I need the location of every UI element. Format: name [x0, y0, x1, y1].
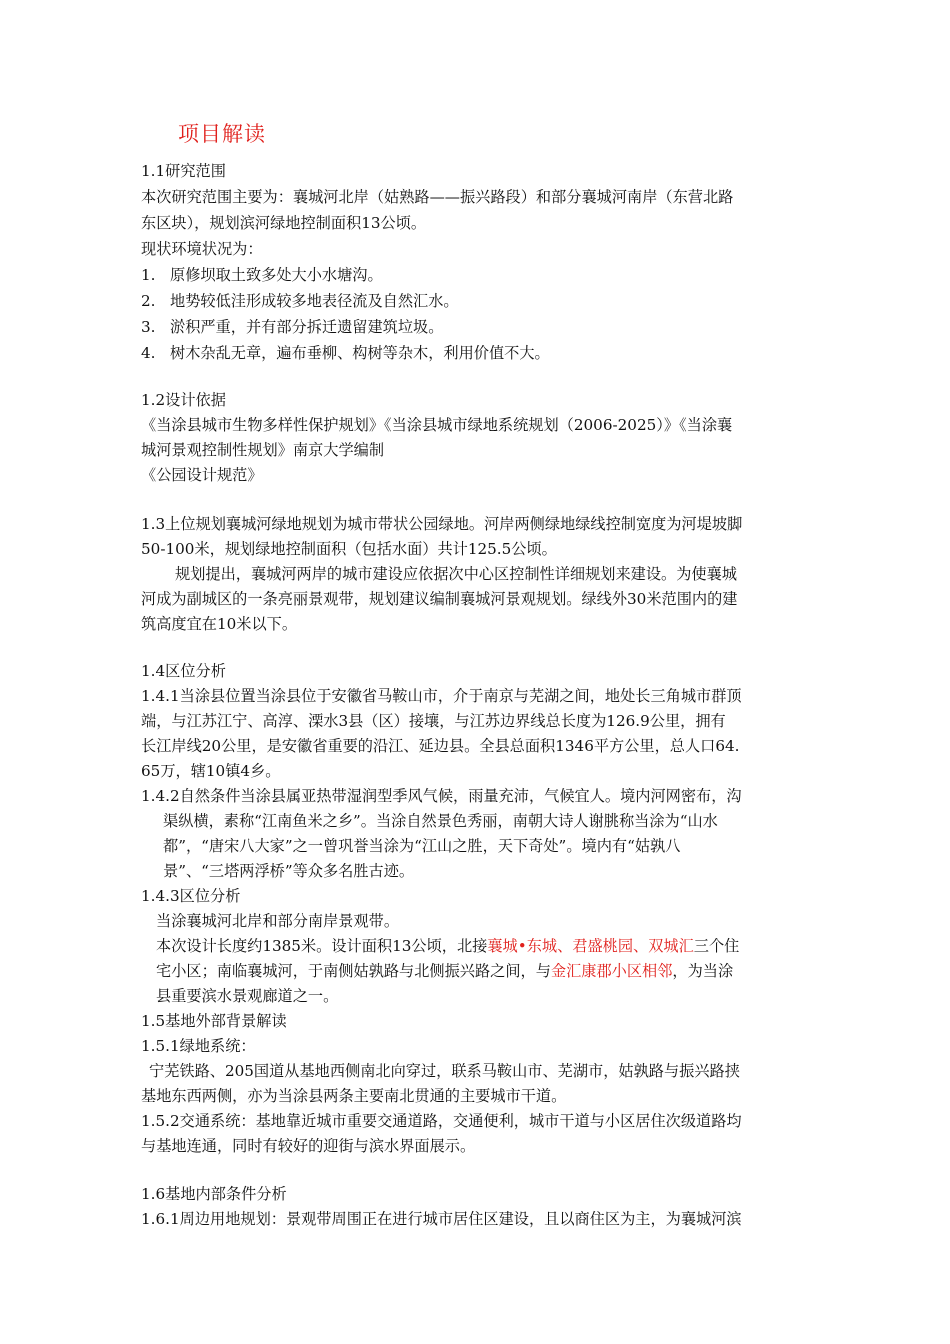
subsection-heading: 1.5.1绿地系统：	[141, 1037, 256, 1055]
paragraph-line: 1.4.1当涂县位置当涂县位于安徽省马鞍山市，介于南京与芜湖之间，地处长三角城市群顶	[141, 687, 742, 705]
paragraph-line	[156, 961, 733, 981]
section-1-6-heading: 1.6基地内部条件分析	[141, 1185, 287, 1203]
paragraph-line: 河成为副城区的一条亮丽景观带，规划建议编制襄城河景观规划。绿线外30米范围内的建	[141, 590, 738, 608]
paragraph-line: 都”，“唐宋八大家”之一曾巩誉当涂为“江山之胜，天下奇处”。境内有“姑孰八	[163, 837, 681, 855]
paragraph-line: 渠纵横，素称“江南鱼米之乡”。当涂自然景色秀丽，南朝大诗人谢朓称当涂为“山水	[163, 812, 718, 830]
list-number: 2.	[141, 292, 156, 310]
list-item	[141, 343, 550, 363]
list-text: 树木杂乱无章，遍布垂柳、构树等杂木，利用价值不大。	[170, 344, 550, 362]
section-1-5-heading: 1.5基地外部背景解读	[141, 1012, 287, 1030]
status-heading: 现状环境状况为：	[141, 240, 263, 258]
paragraph-line: 当涂襄城河北岸和部分南岸景观带。	[156, 912, 399, 930]
list-number: 4.	[141, 344, 156, 362]
paragraph-line: 长江岸线20公里，是安徽省重要的沿江、延边县。全县总面积1346平方公里，总人口64.	[141, 737, 740, 755]
paragraph-line: 县重要滨水景观廊道之一。	[156, 987, 339, 1005]
list-item	[141, 291, 459, 311]
paragraph-line: 端，与江苏江宁、高淳、溧水3县（区）接壤，与江苏边界线总长度为126.9公里，拥有	[141, 712, 726, 730]
section-1-4-heading: 1.4区位分析	[141, 662, 226, 680]
page-title: 项目解读	[178, 122, 266, 146]
paragraph-line: 1.6.1周边用地规划：景观带周围正在进行城市居住区建设，且以商住区为主，为襄城河滨	[141, 1210, 742, 1228]
paragraph-line	[156, 936, 739, 956]
paragraph-line: 与基地连通，同时有较好的迎街与滨水界面展示。	[141, 1137, 476, 1155]
paragraph-line: 规划提出，襄城河两岸的城市建设应依据次中心区控制性详细规划来建设。为使襄城	[175, 565, 737, 583]
paragraph-line: 65万，辖10镇4乡。	[141, 762, 281, 780]
section-1-2-heading: 1.2设计依据	[141, 391, 226, 409]
paragraph-line: 1.5.2交通系统：基地靠近城市重要交通道路，交通便利，城市干道与小区居住次级道路均	[141, 1112, 742, 1130]
list-text: 地势较低洼形成较多地表径流及自然汇水。	[170, 292, 459, 310]
highlighted-text: 襄城•东城、君盛桃园、双城汇	[487, 937, 694, 955]
section-1-1-heading: 1.1研究范围	[141, 162, 226, 180]
paragraph-line: 1.4.2自然条件当涂县属亚热带湿润型季风气候，雨量充沛，气候宜人。境内河网密布，沟	[141, 787, 742, 805]
paragraph-line: 50-100米，规划绿地控制面积（包括水面）共计125.5公顷。	[141, 540, 557, 558]
list-number: 1.	[141, 266, 156, 284]
paragraph-line: 城河景观控制性规划》南京大学编制	[141, 441, 384, 459]
paragraph-line: 本次研究范围主要为：襄城河北岸（姑熟路——振兴路段）和部分襄城河南岸（东营北路	[141, 188, 734, 206]
paragraph-line: 基地东西两侧，亦为当涂县两条主要南北贯通的主要城市干道。	[141, 1087, 567, 1105]
paragraph-line: 《当涂县城市生物多样性保护规划》《当涂县城市绿地系统规划（2006-2025）》《当涂襄	[141, 416, 733, 434]
paragraph-line: 《公园设计规范》	[141, 466, 263, 484]
subsection-heading: 1.4.3区位分析	[141, 887, 241, 905]
list-text: 原修坝取土致多处大小水塘沟。	[170, 266, 383, 284]
text-run: 本次设计长度约1385米。设计面积13公顷，北接	[156, 937, 488, 955]
text-run: ，为当涂	[672, 962, 734, 980]
text-run: 宅小区；南临襄城河，于南侧姑孰路与北侧振兴路之间，与	[156, 962, 551, 980]
section-1-3-line: 1.3上位规划襄城河绿地规划为城市带状公园绿地。河岸两侧绿地绿线控制宽度为河堤坡脚	[141, 515, 743, 533]
list-item	[141, 265, 383, 285]
paragraph-line: 景”、“三塔两浮桥”等众多名胜古迹。	[163, 862, 415, 880]
paragraph-line: 筑高度宜在10米以下。	[141, 615, 298, 633]
paragraph-line: 宁芜铁路、205国道从基地西侧南北向穿过，联系马鞍山市、芜湖市，姑孰路与振兴路挟	[149, 1062, 740, 1080]
paragraph-line: 东区块），规划滨河绿地控制面积13公顷。	[141, 214, 427, 232]
list-text: 淤积严重，并有部分拆迁遗留建筑垃圾。	[170, 318, 444, 336]
highlighted-text: 金汇康郡小区相邻	[550, 962, 673, 980]
list-number: 3.	[141, 318, 156, 336]
text-run: 三个住	[693, 937, 740, 955]
list-item	[141, 317, 444, 337]
